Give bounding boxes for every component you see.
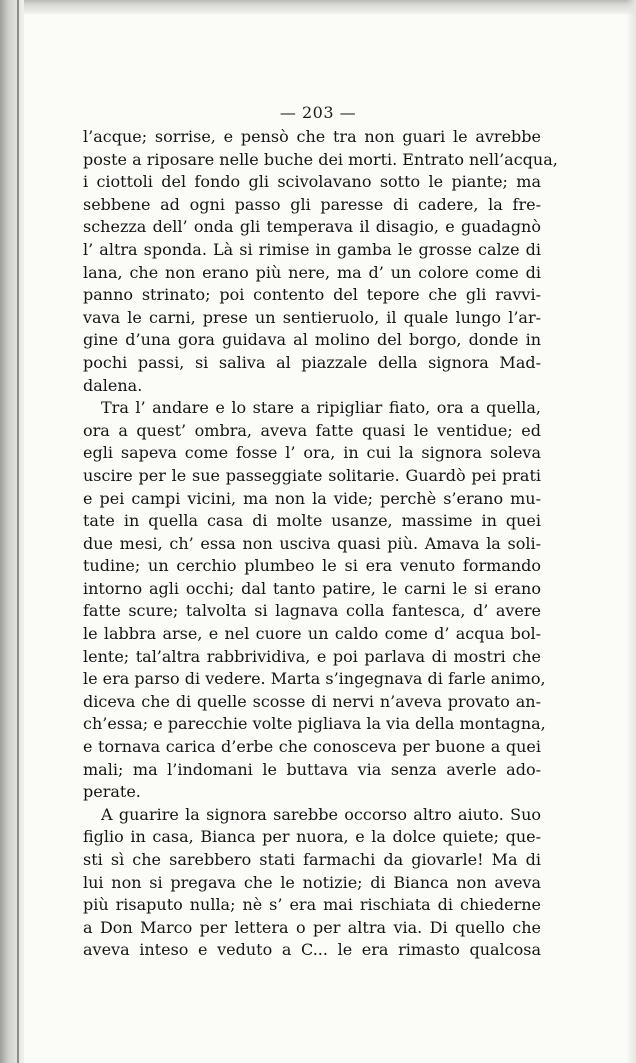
text-line: le era parso di vedere. Marta s’ingegnava di farle animo, <box>83 669 546 689</box>
text-line: perate. <box>83 782 141 802</box>
paragraph <box>83 397 546 804</box>
text-line: l’ altra sponda. Là si rimise in gamba le grosse calze di <box>83 239 541 259</box>
text-line: pochi passi, si saliva al piazzale della signora Mad- <box>83 352 541 372</box>
text-line: sti sì che sarebbero stati farmachi da giovarle! Ma di <box>83 850 541 869</box>
page-left-edge <box>0 0 24 1063</box>
text-line: e pei campi vicini, ma non la vide; perchè s’erano mu- <box>83 488 541 508</box>
body-text <box>83 126 558 962</box>
text-line: figlio in casa, Bianca per nuora, e la dolce quiete; que- <box>83 827 541 847</box>
text-line: mali; ma l’indomani le buttava via senza averle ado- <box>83 759 541 779</box>
binding-line <box>17 0 19 1063</box>
text-line: sebbene ad ogni passo gli paresse di cadere, la fre- <box>83 194 541 214</box>
text-line: lente; tal’altra rabbrividiva, e poi parlava di mostri che <box>83 646 541 666</box>
text-line: Tra l’ andare e lo stare a ripigliar fiato, ora a quella, <box>101 398 541 418</box>
text-line: ch’essa; e parecchie volte pigliava la via della montagna, <box>83 714 546 734</box>
text-line: gine d’una gora guidava al molino del borgo, donde in <box>83 330 541 350</box>
text-line: e tornava carica d’erbe che conosceva per buone a quei <box>83 737 541 757</box>
text-line: egli sapeva come fosse l’ ora, in cui la signora soleva <box>83 443 541 463</box>
text-line: panno strinato; poi contento del tepore che gli ravvi- <box>83 285 541 305</box>
text-line: fatte scure; talvolta si lagnava colla fantesca, d’ avere <box>83 601 541 621</box>
text-line: diceva che di quelle scosse di nervi n’aveva provato an- <box>83 691 541 711</box>
text-line: lana, che non erano più nere, ma d’ un colore come di <box>83 262 541 282</box>
page-number: — 203 — <box>279 103 357 122</box>
text-line: i ciottoli del fondo gli scivolavano sotto le piante; ma <box>83 172 541 192</box>
text-line: intorno agli occhi; dal tanto patire, le carni le si erano <box>83 578 541 598</box>
text-line: uscire per le sue passeggiate solitarie. Guardò pei prati <box>83 465 541 485</box>
text-line: poste a riposare nelle buche dei morti. Entrato nell’acqua, <box>83 149 558 169</box>
text-line: schezza dell’ onda gli temperava il disagio, e guadagnò <box>83 217 541 237</box>
page-right-shadow <box>626 0 636 1063</box>
text-line: tate in quella casa di molte usanze, massime in quei <box>83 511 541 531</box>
text-line: vava le carni, prese un sentieruolo, il quale lungo l’ar- <box>83 307 541 327</box>
text-line: due mesi, ch’ essa non usciva quasi più. Amava la soli- <box>83 533 541 553</box>
paragraph <box>83 804 541 962</box>
text-line: ora a quest’ ombra, aveva fatte quasi le ventidue; ed <box>83 420 541 440</box>
text-line: dalena. <box>83 375 143 395</box>
text-line: A guarire la signora sarebbe occorso altro aiuto. Suo <box>101 804 541 824</box>
paragraph <box>83 126 558 397</box>
text-line: lui non si pregava che le notizie; di Bianca non aveva <box>83 872 541 892</box>
page-top-edge <box>0 0 636 14</box>
text-line: l’acque; sorrise, e pensò che tra non guari le avrebbe <box>83 127 541 146</box>
text-line: tudine; un cerchio plumbeo le si era venuto formando <box>83 556 541 576</box>
text-line: le labbra arse, e nel cuore un caldo come d’ acqua bol- <box>83 624 541 644</box>
text-line: a Don Marco per lettera o per altra via. Di quello che <box>83 917 541 937</box>
text-line: aveva inteso e veduto a C... le era rimasto qualcosa <box>83 940 541 960</box>
text-line: più risaputo nulla; nè s’ era mai rischiata di chiederne <box>83 895 541 915</box>
